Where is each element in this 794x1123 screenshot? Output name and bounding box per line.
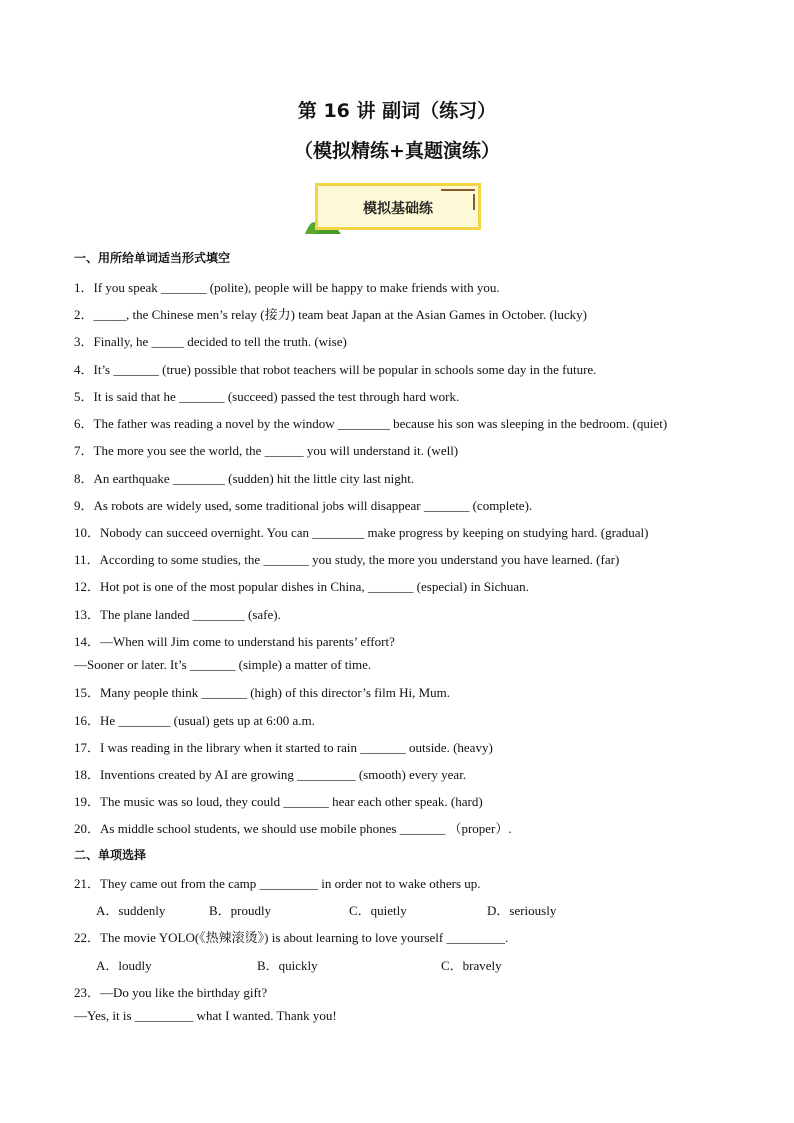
option-c: C．bravely (441, 958, 502, 973)
banner-label: 模拟基础练 (363, 201, 433, 217)
question-line: 5．It is said that he _______ (succeed) passed the test through hard work. (74, 389, 460, 404)
question-line: 11．According to some studies, the _______ you study, the more you understand you have learned. (far) (74, 552, 620, 567)
question-line: 19．The music was so loud, they could _______ hear each other speak. (hard) (74, 794, 483, 809)
question-line: 14．—When will Jim come to understand his parents’ effort? (74, 634, 395, 649)
question-line: 12．Hot pot is one of the most popular dishes in China, _______ (especial) in Sichuan. (74, 579, 529, 594)
question-line: 8．An earthquake ________ (sudden) hit the little city last night. (74, 471, 415, 486)
option-c: C．quietly (349, 903, 407, 918)
section-banner (315, 183, 481, 230)
question-line: 10．Nobody can succeed overnight. You can ________ make progress by keeping on studying hard. (gradual) (74, 525, 649, 540)
option-a: A．suddenly (96, 903, 166, 918)
option-b: B．proudly (209, 903, 272, 918)
banner-decoration (441, 189, 475, 191)
question-line: 17．I was reading in the library when it started to rain _______ outside. (heavy) (74, 740, 493, 755)
question-line: 16．He ________ (usual) gets up at 6:00 a.m. (74, 713, 315, 728)
question-line: 3．Finally, he _____ decided to tell the truth. (wise) (74, 334, 347, 349)
question-line: 20．As middle school students, we should use mobile phones _______ （proper）. (74, 821, 512, 836)
question-line: 13．The plane landed ________ (safe). (74, 607, 281, 622)
question-line: 18．Inventions created by AI are growing _________ (smooth) every year. (74, 767, 467, 782)
question-line: 15．Many people think _______ (high) of this director’s film Hi, Mum. (74, 685, 450, 700)
answer-line: —Yes, it is _________ what I wanted. Thank you! (74, 1008, 337, 1023)
option-a: A．loudly (96, 958, 152, 973)
question-line: 6．The father was reading a novel by the window ________ because his son was sleeping in the bedroom. (quiet) (74, 416, 668, 431)
page-subtitle: （模拟精练+真题演练） (294, 140, 500, 162)
banner-decoration (473, 194, 475, 210)
question-line: 21．They came out from the camp _________ in order not to wake others up. (74, 876, 481, 891)
question-line: 4．It’s _______ (true) possible that robot teachers will be popular in schools some day in the future. (74, 362, 597, 377)
question-line: 7．The more you see the world, the ______ you will understand it. (well) (74, 443, 459, 458)
question-line: 9．As robots are widely used, some traditional jobs will disappear _______ (complete). (74, 498, 533, 513)
section-heading-fill-in: 一、用所给单词适当形式填空 (74, 251, 231, 265)
option-d: D．seriously (487, 903, 557, 918)
answer-line: —Sooner or later. It’s _______ (simple) a matter of time. (74, 657, 372, 672)
question-line: 1．If you speak _______ (polite), people will be happy to make friends with you. (74, 280, 500, 295)
question-line: 22．The movie YOLO(《热辣滚烫》) is about learning to love yourself _________. (74, 930, 509, 945)
page-title: 第 16 讲 副词（练习） (297, 100, 497, 122)
option-b: B．quickly (257, 958, 318, 973)
question-line: 2．_____, the Chinese men’s relay (接力) team beat Japan at the Asian Games in October. (lucky) (74, 307, 587, 322)
section-heading-multiple-choice: 二、单项选择 (74, 848, 147, 862)
question-line: 23．—Do you like the birthday gift? (74, 985, 268, 1000)
